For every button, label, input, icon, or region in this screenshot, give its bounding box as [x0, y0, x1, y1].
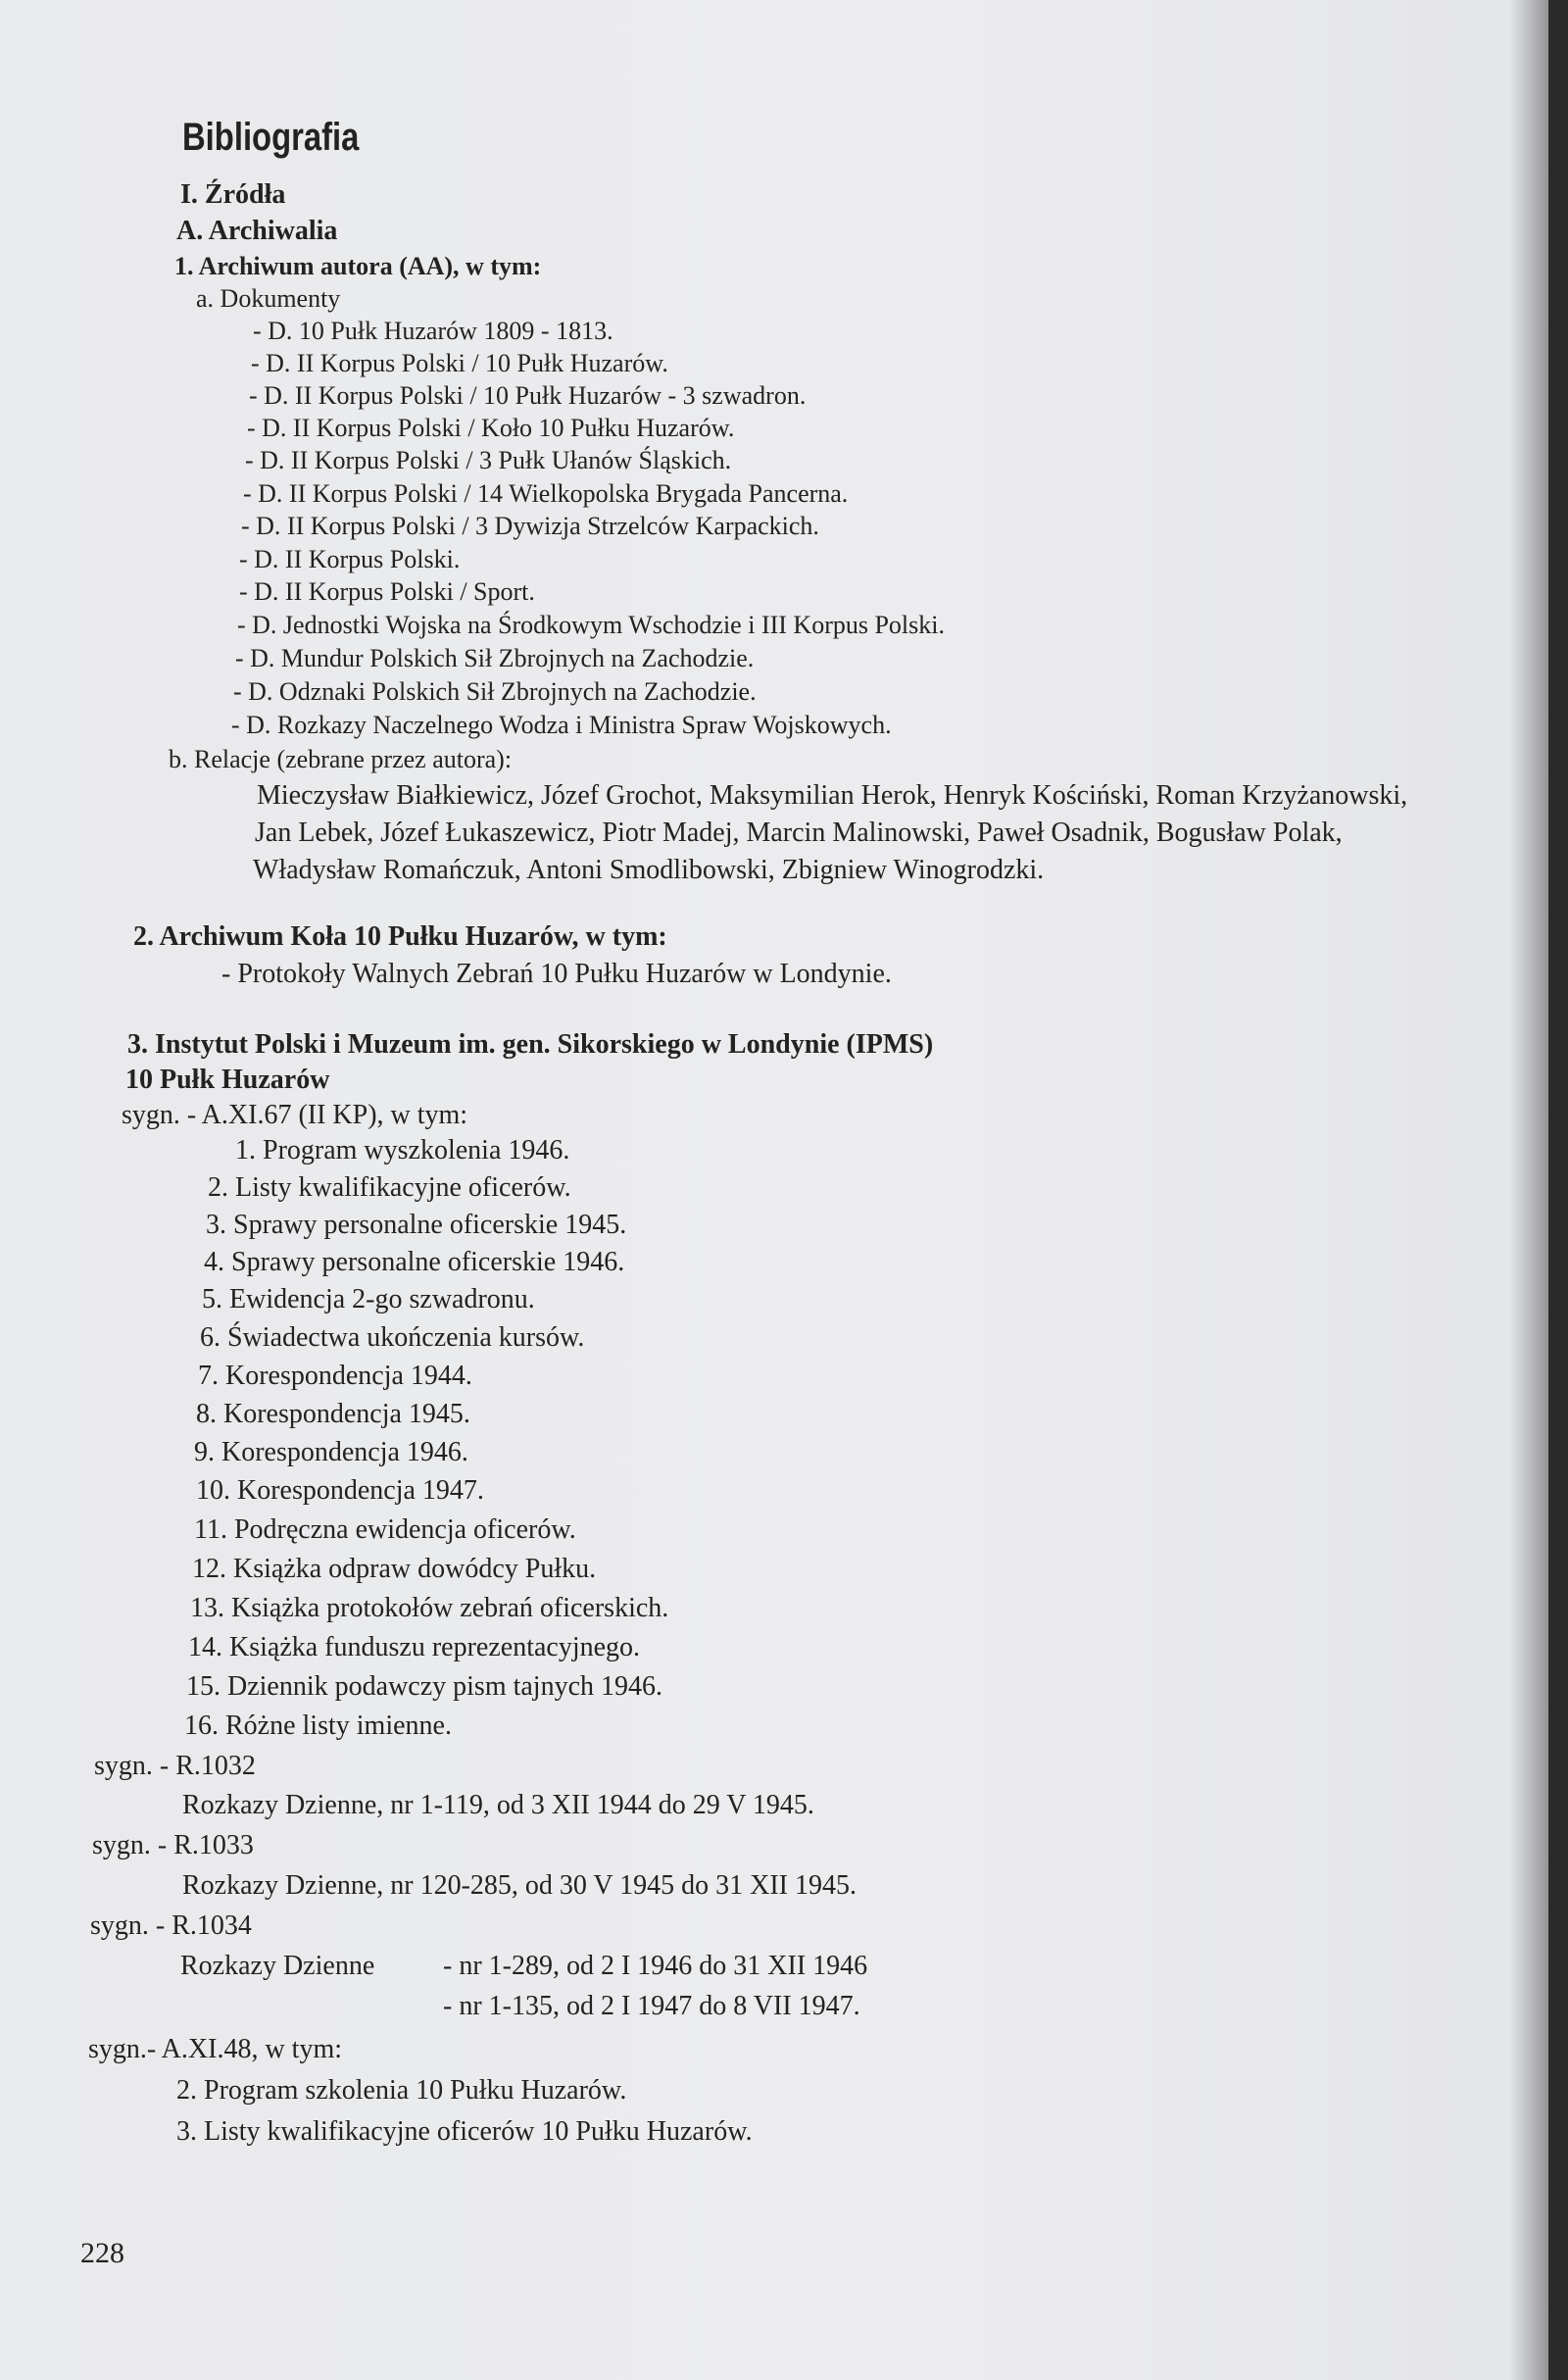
list-item: 14. Książka funduszu reprezentacyjnego. [188, 1632, 641, 1662]
document-item: - D. II Korpus Polski / 10 Pułk Huzarów. [251, 349, 668, 377]
subsection-heading: A. Archiwalia [176, 216, 338, 246]
archive3-unit: 10 Pułk Huzarów [125, 1065, 330, 1095]
list-item: 6. Świadectwa ukończenia kursów. [200, 1322, 585, 1353]
document-item: - D. Odznaki Polskich Sił Zbrojnych na Zachodzie. [233, 677, 757, 706]
document-item: - D. II Korpus Polski / 14 Wielkopolska Brygada Pancerna. [243, 479, 849, 508]
document-item: - D. Rozkazy Naczelnego Wodza i Ministra Spraw Wojskowych. [231, 711, 892, 739]
signature-label: sygn. - R.1033 [92, 1830, 254, 1860]
list-item: 10. Korespondencja 1947. [196, 1475, 484, 1506]
signature-text: Rozkazy Dzienne, nr 120-285, od 30 V 1945 do 31 XII 1945. [182, 1870, 857, 1901]
signature-label: sygn. - A.XI.67 (II KP), w tym: [122, 1100, 468, 1130]
list-item: 11. Podręczna ewidencja oficerów. [194, 1514, 576, 1545]
list-item: 7. Korespondencja 1944. [198, 1361, 472, 1391]
section-heading: I. Źródła [180, 179, 286, 210]
list-item: 2. Listy kwalifikacyjne oficerów. [208, 1172, 571, 1203]
signature-label: sygn. - R.1034 [90, 1910, 252, 1941]
documents-heading: a. Dokumenty [196, 284, 341, 313]
archive1-heading: 1. Archiwum autora (AA), w tym: [174, 252, 542, 280]
list-item: 3. Sprawy personalne oficerskie 1945. [206, 1210, 627, 1240]
list-item: 1. Program wyszkolenia 1946. [235, 1135, 570, 1165]
page-title: Bibliografia [182, 116, 360, 159]
archive2-item: - Protokoły Walnych Zebrań 10 Pułku Huzarów w Londynie. [221, 959, 892, 989]
document-item: - D. II Korpus Polski / 3 Pułk Ułanów Śląskich. [245, 446, 732, 474]
document-item: - D. II Korpus Polski / Sport. [239, 577, 535, 606]
list-item: 9. Korespondencja 1946. [194, 1437, 468, 1467]
list-item: 2. Program szkolenia 10 Pułku Huzarów. [176, 2075, 627, 2106]
document-item: - D. Jednostki Wojska na Środkowym Wschodzie i III Korpus Polski. [237, 611, 945, 639]
signature-text: - nr 1-135, od 2 I 1947 do 8 VII 1947. [443, 1991, 860, 2021]
list-item: 15. Dziennik podawczy pism tajnych 1946. [186, 1671, 663, 1702]
list-item: 8. Korespondencja 1945. [196, 1399, 470, 1429]
document-item: - D. II Korpus Polski. [239, 545, 461, 573]
list-item: 12. Książka odpraw dowódcy Pułku. [192, 1554, 597, 1584]
page-edge-shadow [1509, 0, 1548, 2380]
list-item: 5. Ewidencja 2-go szwadronu. [202, 1284, 535, 1314]
list-item: 3. Listy kwalifikacyjne oficerów 10 Pułku Huzarów. [176, 2116, 753, 2147]
signature-label: sygn.- A.XI.48, w tym: [88, 2034, 342, 2064]
list-item: 13. Książka protokołów zebrań oficerskich. [190, 1593, 669, 1623]
archive2-heading: 2. Archiwum Koła 10 Pułku Huzarów, w tym: [133, 921, 667, 952]
relations-line: Mieczysław Białkiewicz, Józef Grochot, Maksymilian Herok, Henryk Kościński, Roman Krzyżanowski, [257, 780, 1408, 811]
page-number: 228 [80, 2237, 124, 2269]
document-item: - D. II Korpus Polski / 3 Dywizja Strzelców Karpackich. [241, 512, 819, 540]
signature-label: sygn. - R.1032 [94, 1751, 256, 1781]
document-item: - D. Mundur Polskich Sił Zbrojnych na Zachodzie. [235, 644, 755, 672]
list-item: 4. Sprawy personalne oficerskie 1946. [204, 1247, 625, 1277]
document-item: - D. 10 Pułk Huzarów 1809 - 1813. [253, 317, 613, 345]
relations-line: Władysław Romańczuk, Antoni Smodlibowski, Zbigniew Winogrodzki. [253, 855, 1045, 885]
relations-line: Jan Lebek, Józef Łukaszewicz, Piotr Madej, Marcin Malinowski, Paweł Osadnik, Bogusław Polak, [255, 818, 1343, 848]
signature-text: Rozkazy Dzienne [180, 1951, 375, 1981]
document-item: - D. II Korpus Polski / 10 Pułk Huzarów - 3 szwadron. [249, 381, 807, 410]
document-item: - D. II Korpus Polski / Koło 10 Pułku Huzarów. [247, 414, 735, 442]
archive3-heading: 3. Instytut Polski i Muzeum im. gen. Sikorskiego w Londynie (IPMS) [127, 1029, 934, 1060]
list-item: 16. Różne listy imienne. [184, 1711, 452, 1741]
signature-text: - nr 1-289, od 2 I 1946 do 31 XII 1946 [443, 1951, 868, 1981]
signature-text: Rozkazy Dzienne, nr 1-119, od 3 XII 1944 do 29 V 1945. [182, 1790, 814, 1820]
relations-heading: b. Relacje (zebrane przez autora): [169, 745, 513, 773]
